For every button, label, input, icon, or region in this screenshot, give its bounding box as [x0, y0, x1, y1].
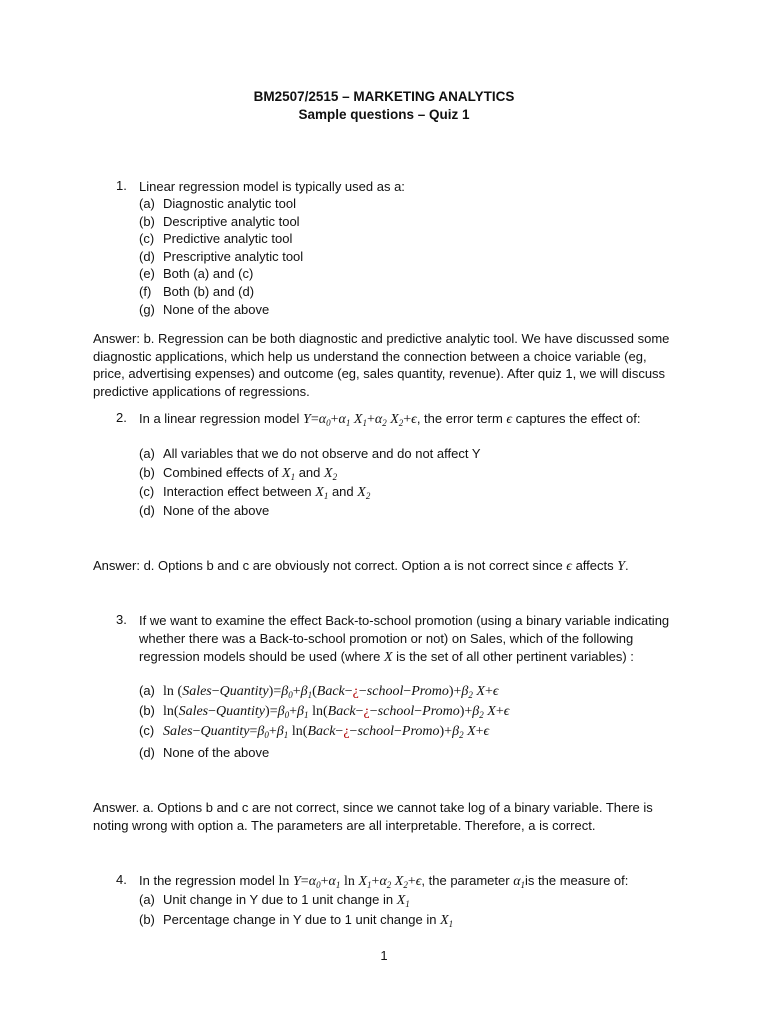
- answer-1: Answer: b. Regression can be both diagnostic and predictive analytic tool. We have discussed some diagnostic applications, which help us understand the connection between a choice variable (eg, price, advertising expenses) and outcome (eg, sales quantity, revenue). After quiz 1, we will discuss predictive applications of regressions.: [93, 331, 670, 399]
- option-a: (a) Unit change in Y due to 1 unit change in $X_1$: [139, 892, 410, 909]
- option-d: (d) None of the above: [139, 745, 270, 760]
- option-b: (b) Descriptive analytic tool: [139, 214, 300, 229]
- option-b: (b) $\ln(Sales-Quantity)=\beta_0+\beta_1$ $\ln(Back-¿-school-Promo)+\beta_2$ X+ϵ: [139, 703, 510, 720]
- option-a: (a) $\ln (Sales-Quantity)=\beta_0+\beta_1(Back-¿-school-Promo)+\beta_2$ X+ϵ: [139, 683, 499, 700]
- option-a: (a) Diagnostic analytic tool: [139, 196, 296, 211]
- option-d: (d) None of the above: [139, 503, 270, 518]
- option-c: (c) $Sales-Quantity=\beta_0+\beta_1$ $\ln(Back-¿-school-Promo)+\beta_2$ X+ϵ: [139, 723, 490, 740]
- question-text: If we want to examine the effect Back-to-school promotion (using a binary variable indicating whether there was a Back-to-school promotion or not) on Sales, which of the following regression models should be used (where X is the set of all other pertinent variables) :: [139, 613, 670, 665]
- option-f: (f) Both (b) and (d): [139, 284, 255, 299]
- question-number: 3.: [116, 612, 127, 627]
- question-number: 1.: [116, 178, 127, 193]
- question-text: In a linear regression model $Y=\alpha_0+\alpha_1$ $X_1+\alpha_2$ $X_2+\epsilon$, the error term ϵ captures the effect of:: [139, 411, 641, 428]
- question-text: Linear regression model is typically used as a:: [139, 179, 405, 194]
- option-e: (e) Both (a) and (c): [139, 266, 254, 281]
- answer-3: Answer. a. Options b and c are not correct, since we cannot take log of a binary variable. There is noting wrong with option a. The parameters are all interpretable. Therefore, a is correct.: [93, 800, 653, 833]
- regression-equation: Y: [303, 412, 311, 427]
- document-title: BM2507/2515 – MARKETING ANALYTICS: [253, 89, 515, 104]
- option-b: (b) Combined effects of $X_1$ and $X_2$: [139, 465, 338, 482]
- option-a: (a) All variables that we do not observe and do not affect Y: [139, 446, 481, 461]
- option-b: (b) Percentage change in Y due to 1 unit change in $X_1$: [139, 912, 454, 929]
- answer-2: Answer: d. Options b and c are obviously not correct. Option a is not correct since ϵ affects Y.: [93, 558, 629, 574]
- option-g: (g) None of the above: [139, 302, 270, 317]
- question-number: 4.: [116, 872, 127, 887]
- option-c: (c) Predictive analytic tool: [139, 231, 293, 246]
- option-c: (c) Interaction effect between $X_1$ and $X_2$: [139, 484, 371, 501]
- document-subtitle: Sample questions – Quiz 1: [298, 107, 470, 122]
- question-number: 2.: [116, 410, 127, 425]
- question-text: In the regression model $\ln Y=\alpha_0+\alpha_1$ $\ln X_1+\alpha_2$ $X_2+\epsilon$, the parameter $\alpha_1is$ the measure of:: [139, 873, 629, 890]
- error-term-symbol: ϵ: [506, 412, 513, 427]
- page-number: 1: [380, 948, 388, 963]
- option-d: (d) Prescriptive analytic tool: [139, 249, 304, 264]
